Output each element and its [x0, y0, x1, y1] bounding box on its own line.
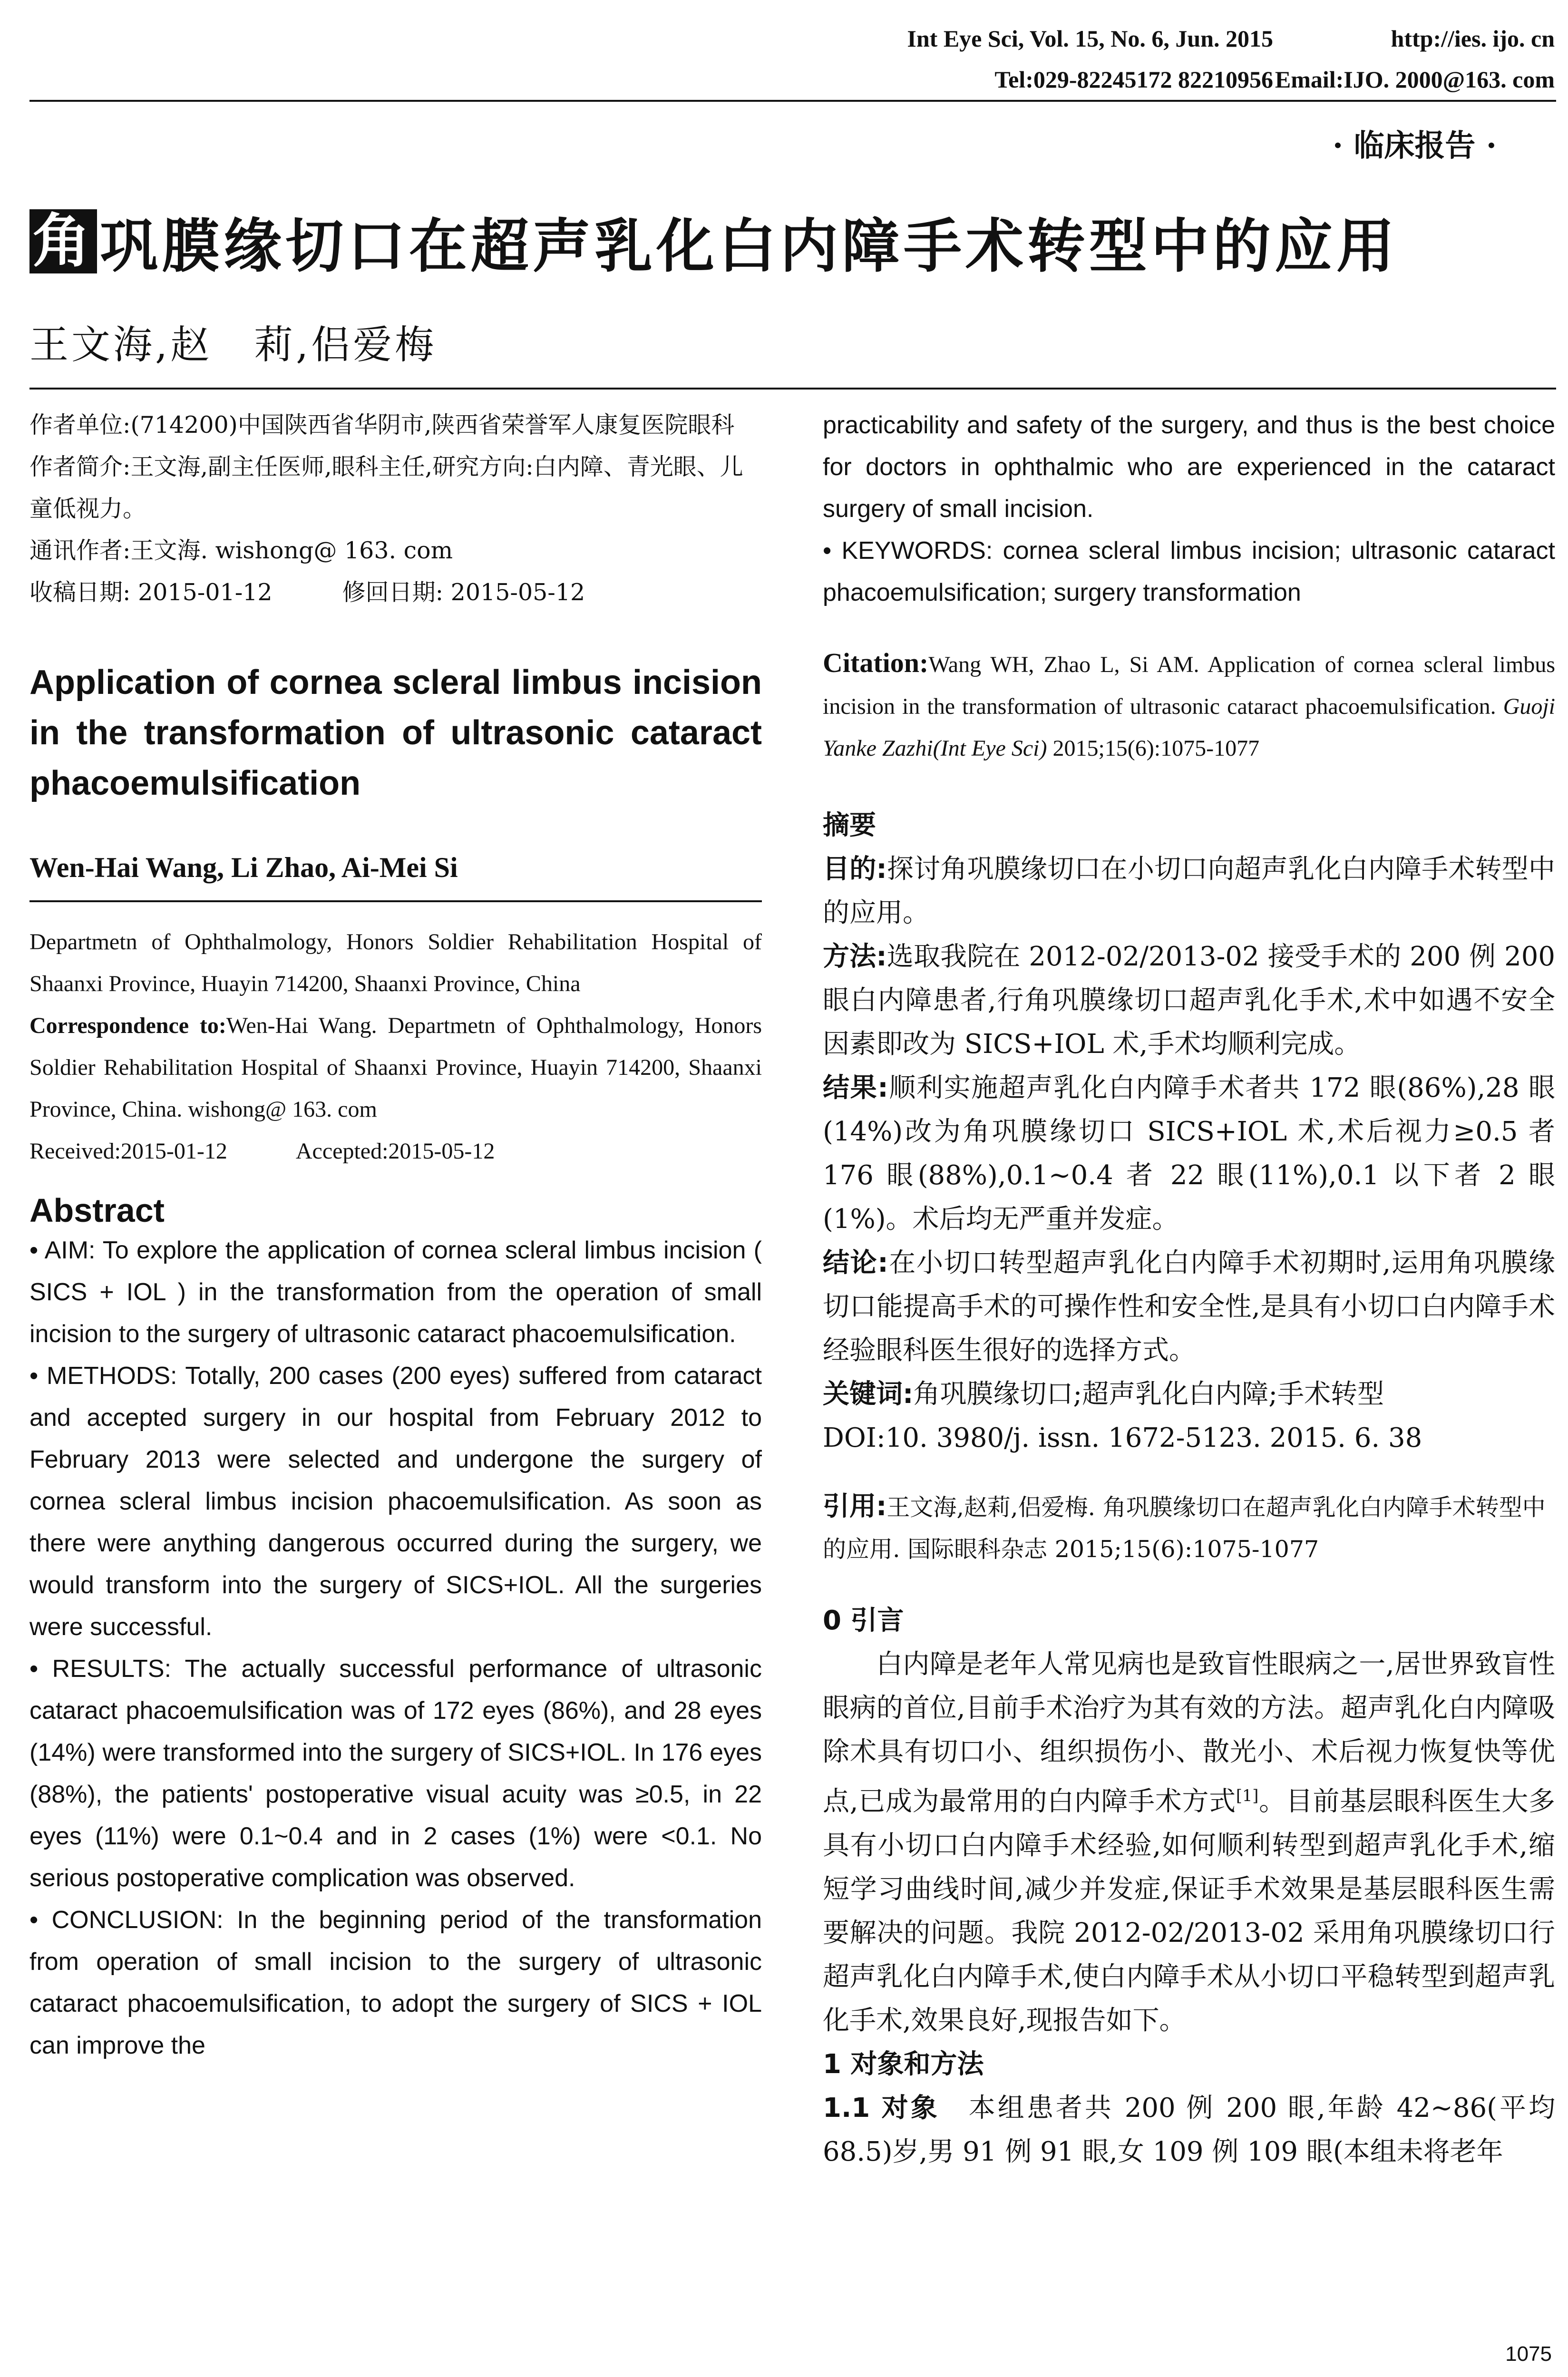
right-column: [823, 404, 1555, 2174]
conclusion-cn-text: 在小切口转型超声乳化白内障手术初期时,运用角巩膜缘切口能提高手术的可操作性和安全性,是具有小切口白内障手术经验眼科医生很好的选择方式。: [823, 1247, 1555, 1366]
abstract-cn-results: [823, 1066, 1555, 1241]
journal-email[interactable]: Email:IJO. 2000@163. com: [1275, 66, 1555, 93]
keywords-cn-label: 关键词:: [823, 1379, 914, 1410]
aim-cn-text: 探讨角巩膜缘切口在小切口向超声乳化白内障手术转型中的应用。: [823, 854, 1555, 928]
abstract-cn-conclusion: [823, 1241, 1555, 1373]
citation-text: Wang WH, Zhao L, Si AM. Application of cornea scleral limbus incision in the transformation of ultrasonic cataract phacoemulsification.: [823, 652, 1555, 719]
abstract-results: • RESULTS: The actually successful performance of ultrasonic cataract phacoemulsification was of 172 eyes (86%), and 28 eyes (14%) were transformed into the surgery of SICS+IOL. In 176 eyes (88%), the patients' postoperative visual acuity was ≥0.5, in 22 eyes (11%) were 0.1~0.4 and in 2 cases (1%) were <0.1. No serious postoperative complication was observed.: [29, 1655, 762, 1892]
citation-cn-text: 王文海,赵莉,侣爱梅. 角巩膜缘切口在超声乳化白内障手术转型中的应用. 国际眼科杂志 2015;15(6):1075-1077: [823, 1494, 1546, 1563]
abstract-cn-heading: 摘要: [823, 810, 876, 841]
intro-paragraph: [823, 1643, 1555, 2043]
left-column: [29, 404, 762, 2066]
english-title: Application of cornea scleral limbus incision in the transformation of ultrasonic cataract phacoemulsification: [29, 663, 762, 802]
abstract-keywords: • KEYWORDS: cornea scleral limbus incision; ultrasonic cataract phacoemulsification; surgery transformation: [823, 537, 1555, 606]
abstract-heading: Abstract: [29, 1192, 165, 1229]
abstract-methods: • METHODS: Totally, 200 cases (200 eyes) suffered from cataract and accepted surgery in our hospital from February 2012 to February 2013 were selected and undergone the surgery of cornea scleral limbus incision phacoemulsification. As soon as there were anything dangerous occurred during the surgery, we would transform into the surgery of SICS+IOL. All the surgeries were successful.: [29, 1362, 762, 1641]
conclusion-cn-label: 结论:: [823, 1247, 888, 1278]
aim-cn-label: 目的:: [823, 854, 887, 885]
title-rest: 巩膜缘切口在超声乳化白内障手术转型中的应用: [100, 213, 1398, 280]
authors-cn: 王文海,赵 莉,侣爱梅: [29, 322, 437, 368]
citation-journal: Guoji Yanke Zazhi(Int Eye Sci): [823, 694, 1556, 761]
received-en: Received:2015-01-12 Accepted:2015-05-12: [29, 1139, 495, 1164]
authors-rule: [29, 388, 1556, 390]
citation-en: [823, 642, 1555, 770]
intro-text-b: 。目前基层眼科医生大多具有小切口白内障手术经验,如何顺利转型到超声乳化手术,缩短学习曲线时间,减少并发症,保证手术效果是基层眼科医生需要解决的问题。我院 2012-02/2013-02 采用角巩膜缘切口行超声乳化白内障手术,使白内障手术从小切口平稳转型到超声乳化手术,效果良好,现报告如下。: [823, 1786, 1556, 2036]
abstract-cn-methods: [823, 935, 1555, 1066]
results-cn-text: 顺利实施超声乳化白内障手术者共 172 眼(86%),28 眼(14%)改为角巩膜缘切口 SICS+IOL 术,术后视力≥0.5 者 176 眼(88%),0.1~0.4 者 22 眼(11%),0.1 以下者 2 眼(1%)。术后均无严重并发症。: [823, 1072, 1555, 1235]
intro-ref[interactable]: [1]: [1236, 1786, 1259, 1805]
abstract-conclusion: • CONCLUSION: In the beginning period of the transformation from operation of small incision to the surgery of ultrasonic cataract phacoemulsification, to adopt the surgery of SICS + IOL can improve the: [29, 1906, 762, 2059]
journal-tel: Tel:029-82245172 82210956: [994, 66, 1273, 93]
subject-text: 本组患者共 200 例 200 眼,年龄 42~86(平均 68.5)岁,男 91 例 91 眼,女 109 例 109 眼(本组未将老年: [823, 2092, 1555, 2167]
page-title: [29, 200, 1542, 283]
header-rule: [29, 100, 1556, 102]
correspondence-en: [29, 1005, 762, 1130]
abstract-aim: • AIM: To explore the application of cornea scleral limbus incision ( SICS + IOL ) in the transformation from the operation of small incision to the surgery of ultrasonic cataract phacoemulsification.: [29, 1237, 762, 1348]
english-authors: Wen-Hai Wang, Li Zhao, Ai-Mei Si: [29, 852, 458, 883]
title-first-char: 角: [29, 209, 97, 273]
abstract-cn-aim: [823, 848, 1555, 935]
methods-heading: 1 对象和方法: [823, 2048, 984, 2080]
methods-subject: [823, 2086, 1555, 2174]
citation-cn-label: 引用:: [823, 1491, 887, 1522]
keywords-cn-text: 角巩膜缘切口;超声乳化白内障;手术转型: [913, 1379, 1384, 1410]
page-number: 1075: [1505, 2342, 1552, 2366]
intro-text-a: 白内障是老年人常见病也是致盲性眼病之一,居世界致盲性眼病的首位,目前手术治疗为其有效的方法。超声乳化白内障吸除术具有切口小、组织损伤小、散光小、术后视力恢复快等优点,已成为最常用的白内障手术方式: [823, 1649, 1555, 1817]
correspondence-cn: 通讯作者:王文海. wishong@ 163. com: [29, 537, 453, 564]
results-cn-label: 结果:: [823, 1072, 888, 1103]
methods-cn-text: 选取我院在 2012-02/2013-02 接受手术的 200 例 200 眼白内障患者,行角巩膜缘切口超声乳化手术,术中如遇不安全因素即改为 SICS+IOL 术,手术均顺利完成。: [823, 941, 1555, 1060]
journal-info: Int Eye Sci, Vol. 15, No. 6, Jun. 2015: [907, 25, 1273, 52]
intro-heading: 0 引言: [823, 1605, 904, 1636]
abstract-conclusion-cont: practicability and safety of the surgery, and thus is the best choice for doctors in ophthalmic who are experienced in the cataract surgery of small incision.: [823, 411, 1555, 523]
methods-cn-label: 方法:: [823, 941, 887, 972]
dates-cn: 收稿日期: 2015-01-12 修回日期: 2015-05-12: [29, 579, 585, 606]
department-en: Departmetn of Ophthalmology, Honors Soldier Rehabilitation Hospital of Shaanxi Province, Huayin 714200, Shaanxi Province, China: [29, 929, 762, 996]
correspondence-text: Wen-Hai Wang. Departmetn of Ophthalmology, Honors Soldier Rehabilitation Hospital of Shaanxi Province, Huayin 714200, Shaanxi Province, China. wishong@ 163. com: [29, 1013, 762, 1122]
en-authors-rule: [29, 900, 762, 902]
doi[interactable]: DOI:10. 3980/j. issn. 1672-5123. 2015. 6. 38: [823, 1422, 1422, 1453]
affiliation-cn: 作者单位:(714200)中国陕西省华阴市,陕西省荣誉军人康复医院眼科: [29, 411, 735, 438]
subject-label: 1.1 对象: [823, 2092, 940, 2124]
abstract-cn-keywords: [823, 1373, 1555, 1416]
section-tag: · 临床报告 ·: [1332, 128, 1497, 164]
citation-tail: 2015;15(6):1075-1077: [1047, 736, 1260, 761]
citation-cn: [823, 1486, 1555, 1570]
correspondence-label: Correspondence to:: [29, 1013, 226, 1038]
bio-cn: 作者简介:王文海,副主任医师,眼科主任,研究方向:白内障、青光眼、儿童低视力。: [29, 453, 743, 522]
citation-label: Citation:: [823, 647, 929, 678]
journal-url[interactable]: http://ies. ijo. cn: [1391, 25, 1555, 52]
